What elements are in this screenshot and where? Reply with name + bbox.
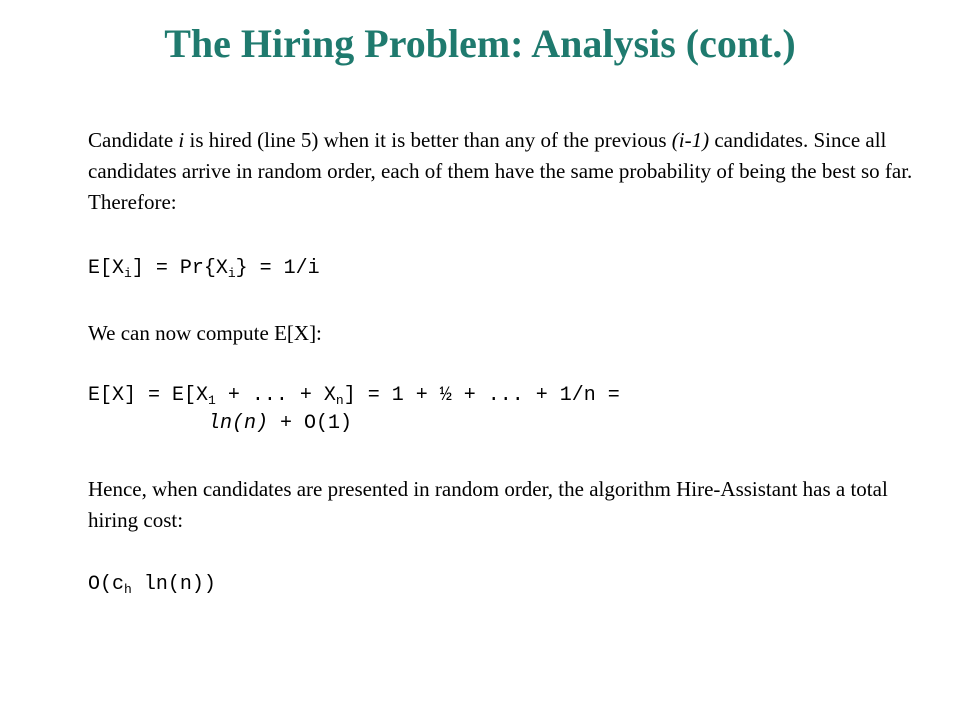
eq-part: + ... + X xyxy=(215,384,336,407)
eq-part: ] = 1 + ½ + ... + 1/n = xyxy=(343,384,620,407)
subscript: n xyxy=(335,393,344,408)
eq-ln-n: ln(n) xyxy=(208,412,269,435)
paragraph-compute-ex: We can now compute E[X]: xyxy=(88,321,322,345)
text: Candidate xyxy=(88,128,179,152)
paragraph-conclusion: Hence, when candidates are presented in random order, the algorithm Hire-Assistant has a total hiring cost: xyxy=(88,477,888,532)
eq-indent xyxy=(88,412,208,435)
italic-i: i xyxy=(178,128,185,152)
eq-part: E[X] = E[X xyxy=(88,384,209,407)
subscript: 1 xyxy=(208,393,216,408)
equation-expectation-x xyxy=(88,382,928,438)
subscript: i xyxy=(227,266,236,281)
subscript: i xyxy=(124,266,132,281)
eq-part: + O(1) xyxy=(268,412,353,435)
eq-part: ] = Pr{X xyxy=(131,257,228,280)
paragraph-hiring-condition xyxy=(88,125,928,218)
slide-title: The Hiring Problem: Analysis (cont.) xyxy=(164,21,796,66)
eq-part: ln(n)) xyxy=(131,573,216,596)
eq-part: } = 1/i xyxy=(235,257,320,280)
italic-i-minus-1: (i-1) xyxy=(671,128,710,152)
text: is hired (line 5) when it is better than any of the previous xyxy=(184,128,672,152)
text: candidates. Since all candidates arrive in random order, each of them have the same probability of being the best so far. Therefore: xyxy=(88,128,913,214)
equation-total-cost xyxy=(88,571,928,599)
equation-expectation-xi xyxy=(88,255,928,283)
subscript: h xyxy=(124,582,132,597)
eq-part: O(c xyxy=(88,573,125,596)
eq-part: E[X xyxy=(88,257,125,280)
